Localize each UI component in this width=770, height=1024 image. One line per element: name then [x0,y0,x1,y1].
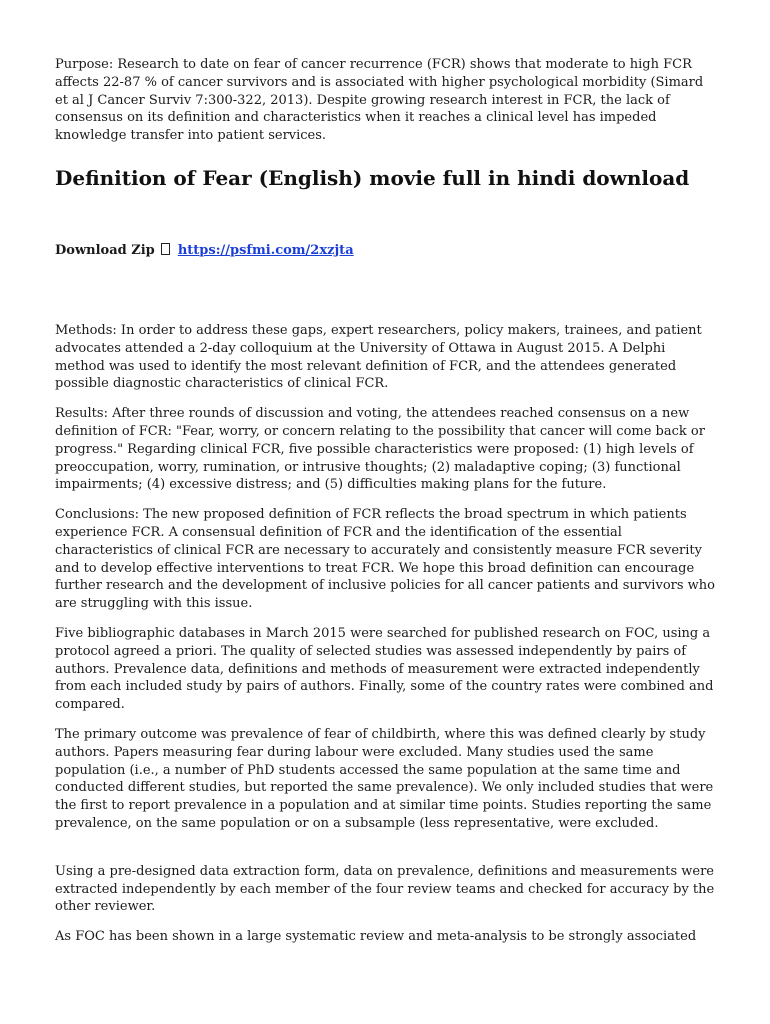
missing-glyph-icon [161,243,170,255]
download-line [55,242,715,260]
foc-paragraph: As FOC has been shown in a large systematic review and meta-analysis to be strongly associated [55,929,697,945]
results-paragraph: Results: After three rounds of discussion and voting, the attendees reached consensus on a new definition of FCR: "Fear, worry, or concern relating to the possibility that cancer will come back or progress." Regarding clinical FCR, five possible characteristics were proposed: (1) high levels of preoccupation, worry, rumination, or intrusive thoughts; (2) maladaptive coping; (3) functional impairments; (4) excessive distress; and (5) difficulties making plans for the future. [55,406,705,493]
purpose-paragraph: Purpose: Research to date on fear of cancer recurrence (FCR) shows that moderate to high FCR affects 22-87 % of cancer survivors and is associated with higher psychological morbidity (Simard et al J Cancer Surviv 7:300-322, 2013). Despite growing research interest in FCR, the lack of consensus on its definition and characteristics when it reaches a clinical level has impeded knowledge transfer into patient services. [55,57,704,144]
outcome-paragraph: The primary outcome was prevalence of fear of childbirth, where this was defined clearly by study authors. Papers measuring fear during labour were excluded. Many studies used the same population (i.e., a number of PhD students accessed the same population at the same time and conducted different studies, but reported the same prevalence). We only included studies that were the first to report prevalence in a population and at similar time points. Studies reporting the same prevalence, on the same population or on a subsample (less representative, were excluded. [55,726,714,831]
page-heading: Definition of Fear (English) movie full in hindi download [55,165,690,190]
conclusions-paragraph: Conclusions: The new proposed definition of FCR reflects the broad spectrum in which patients experience FCR. A consensual definition of FCR and the identification of the essential characteristics of clinical FCR are necessary to accurately and consistently measure FCR severity and to develop effective interventions to treat FCR. We hope this broad definition can encourage further research and the development of inclusive policies for all cancer patients and survivors who are struggling with this issue. [55,507,715,612]
extraction-paragraph: Using a pre-designed data extraction form, data on prevalence, definitions and measurements were extracted independently by each member of the four review teams and checked for accuracy by the other reviewer. [55,863,715,915]
databases-paragraph: Five bibliographic databases in March 2015 were searched for published research on FOC, using a protocol agreed a priori. The quality of selected studies was assessed independently by pairs of authors. Prevalence data, definitions and methods of measurement were extracted independently from each included study by pairs of authors. Finally, some of the country rates were combined and compared. [55,625,714,713]
methods-paragraph: Methods: In order to address these gaps, expert researchers, policy makers, trainees, and patient advocates attended a 2-day colloquium at the University of Ottawa in August 2015. A Delphi method was used to identify the most relevant definition of FCR, and the attendees generated possible diagnostic characteristics of clinical FCR. [55,322,702,392]
document-page [55,56,715,946]
download-label: Download Zip [55,242,155,258]
download-link[interactable]: https://psfmi.com/2xzjta [177,242,354,258]
